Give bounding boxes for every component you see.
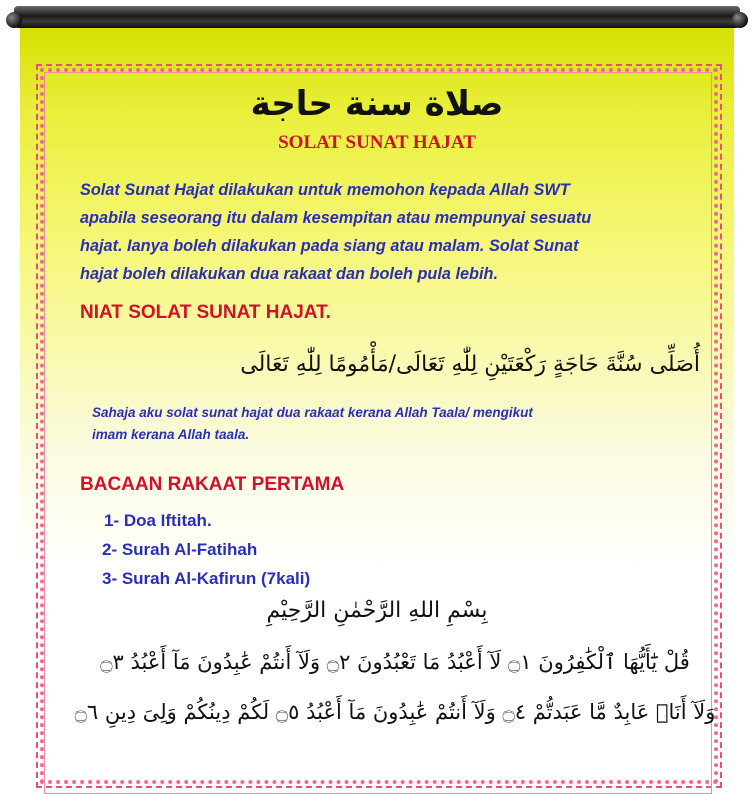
bacaan-heading: BACAAN RAKAAT PERTAMA: [80, 474, 345, 495]
list-item: 2- Surah Al-Fatihah: [102, 540, 258, 559]
niat-arabic-text: أُصَلِّى سُنَّةَ حَاجَةٍ رَكْعَتَيْنِ لِلّٰهِ تَعَالَى/مَأْمُومًا لِلّٰهِ تَعَالَى: [240, 352, 700, 377]
intro-line: hajat. Ianya boleh dilakukan pada siang atau malam. Solat Sunat: [80, 237, 579, 255]
list-item: 3- Surah Al-Kafirun (7kali): [102, 569, 311, 588]
ayah-line-2: وَلَآ أَنَا۠ عَابِدٌ مَّا عَبَدتُّمْ ۝٤ وَلَآ أَنتُمْ عَٰبِدُونَ مَآ أَعْبُدُ ۝٥ لَكُمْ دِينُكُمْ وَلِىَ دِينِ ۝٦: [74, 700, 716, 724]
niat-heading: NIAT SOLAT SUNAT HAJAT.: [80, 302, 331, 323]
niat-meaning-line: imam kerana Allah taala.: [92, 427, 250, 442]
arabic-title: صلاة سنة حاجة: [250, 84, 504, 124]
page-title: SOLAT SUNAT HAJAT: [278, 132, 476, 153]
scroll-knob-right: [732, 12, 748, 28]
scroll-rod: [14, 6, 740, 28]
intro-line: apabila seseorang itu dalam kesempitan atau mempunyai sesuatu: [80, 209, 592, 227]
niat-meaning: [92, 402, 712, 446]
bacaan-steps-list: [102, 506, 310, 593]
intro-line: Solat Sunat Hajat dilakukan untuk memohon kepada Allah SWT: [80, 181, 570, 199]
ayah-line-1: قُلْ يَٰٓأَيُّهَا ٱلْكَٰفِرُونَ ۝١ لَآ أَعْبُدُ مَا تَعْبُدُونَ ۝٢ وَلَآ أَنتُمْ عَٰبِدُونَ مَآ أَعْبُدُ ۝٣: [100, 650, 690, 674]
intro-paragraph: [80, 176, 700, 288]
intro-line: hajat boleh dilakukan dua rakaat dan boleh pula lebih.: [80, 265, 498, 283]
basmalah: بِسْمِ اللهِ الرَّحْمٰنِ الرَّحِيْمِ: [266, 598, 488, 623]
niat-meaning-line: Sahaja aku solat sunat hajat dua rakaat kerana Allah Taala/ mengikut: [92, 405, 533, 420]
scroll-knob-left: [6, 12, 22, 28]
list-item: 1- Doa Iftitah.: [104, 511, 212, 530]
